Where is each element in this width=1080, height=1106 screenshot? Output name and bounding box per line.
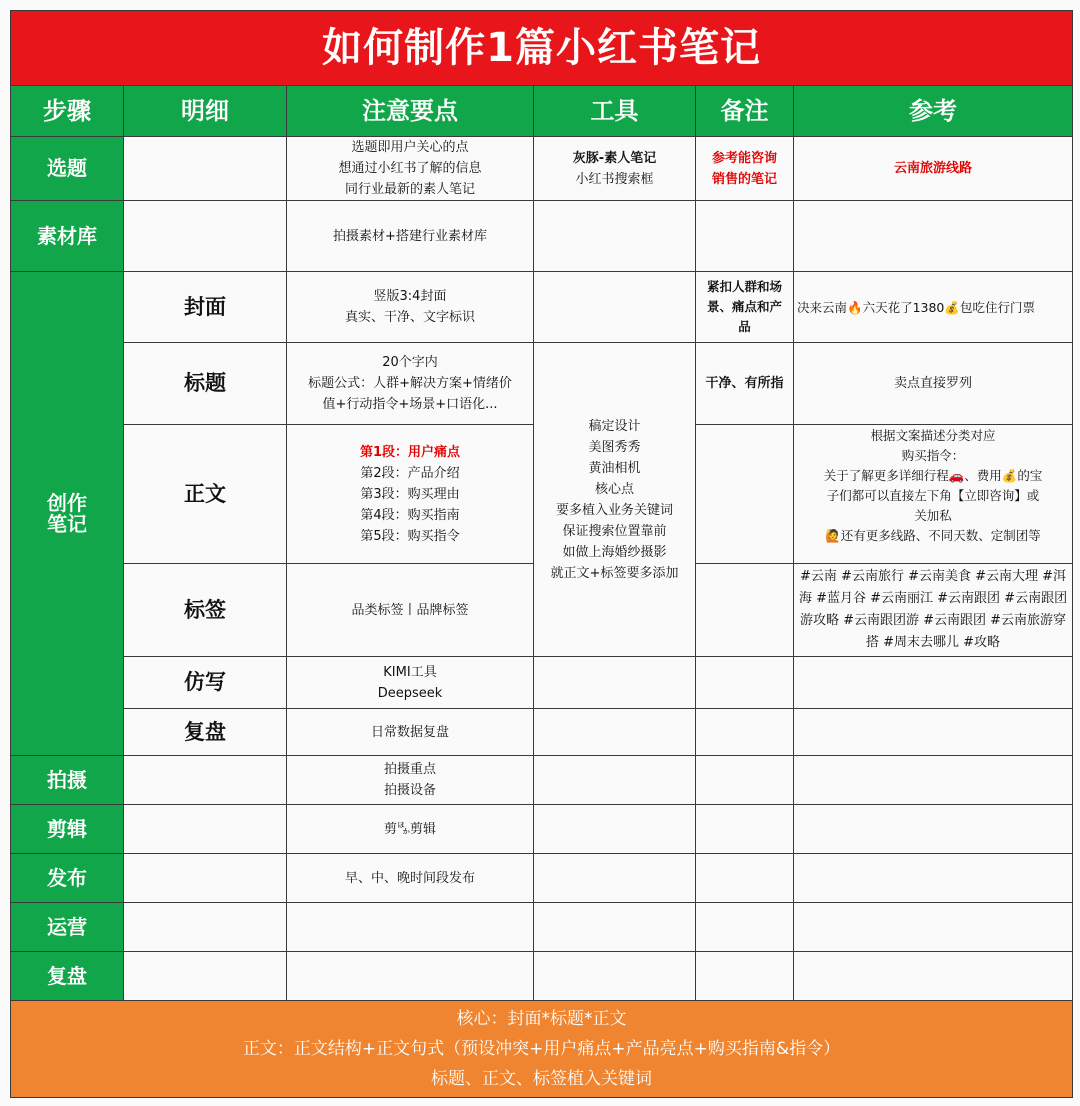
text-line: 美图秀秀 [588, 439, 641, 455]
footer-line: 核心：封面*标题*正文 [456, 1009, 627, 1029]
points-cell[interactable]: 早、中、晚时间段发布 [287, 854, 534, 903]
page-title: 如何制作1篇小红书笔记 [11, 11, 1073, 86]
points-cell[interactable] [287, 137, 534, 201]
points-cell[interactable] [287, 657, 534, 709]
table-row [11, 952, 1073, 1001]
ref-cell[interactable]: 云南旅游线路 [794, 137, 1073, 201]
empty-cell[interactable] [534, 657, 696, 709]
header-cell: 步骤 [11, 86, 124, 137]
footer-row [11, 1001, 1073, 1098]
table-row [11, 343, 1073, 425]
text-line: 值+行动指令+场景+口语化... [322, 397, 498, 412]
empty-cell[interactable] [696, 709, 794, 756]
empty-cell[interactable] [124, 952, 287, 1001]
detail-cell[interactable]: 标签 [124, 564, 287, 657]
empty-cell[interactable] [696, 756, 794, 805]
text-line: 拍摄设备 [383, 783, 436, 798]
text-line: 小红书搜索框 [575, 171, 654, 187]
table-row [11, 756, 1073, 805]
empty-cell[interactable] [287, 903, 534, 952]
text-line: 选题即用户关心的点 [351, 140, 469, 155]
notes-cell[interactable]: 干净、有所指 [696, 343, 794, 425]
empty-cell[interactable] [794, 952, 1073, 1001]
text-line: 黄油相机 [588, 460, 641, 476]
header-cell: 注意要点 [287, 86, 534, 137]
empty-cell[interactable] [794, 709, 1073, 756]
header-cell: 参考 [794, 86, 1073, 137]
tools-cell[interactable] [534, 343, 696, 657]
empty-cell[interactable] [794, 756, 1073, 805]
text-line: 创作 [47, 490, 87, 515]
notes-cell[interactable] [696, 272, 794, 343]
header-cell: 明细 [124, 86, 287, 137]
empty-cell[interactable] [794, 903, 1073, 952]
step-cell[interactable]: 素材库 [11, 201, 124, 272]
text-line: 销售的笔记 [711, 171, 777, 187]
text-line: 参考能咨询 [711, 150, 777, 166]
text-line: 保证搜索位置靠前 [562, 523, 667, 539]
empty-cell[interactable] [124, 805, 287, 854]
text-line: KIMI工具 [383, 664, 437, 680]
points-cell[interactable]: 日常数据复盘 [287, 709, 534, 756]
text-line: 🙋还有更多线路、不同天数、定制团等 [825, 528, 1041, 543]
table-row [11, 709, 1073, 756]
points-cell[interactable] [287, 272, 534, 343]
empty-cell[interactable] [696, 805, 794, 854]
footer-line: 标题、正文、标签植入关键词 [431, 1069, 653, 1089]
table-row [11, 272, 1073, 343]
table-row [11, 903, 1073, 952]
ref-cell[interactable]: #云南 #云南旅行 #云南美食 #云南大理 #洱海 #蓝月谷 #云南丽江 #云南跟团 #云南跟团游攻略 #云南跟团游 #云南跟团 #云南旅游穿搭 #周末去哪儿 #攻略 [794, 564, 1073, 657]
step-cell[interactable]: 剪辑 [11, 805, 124, 854]
empty-cell[interactable] [534, 201, 696, 272]
text-line: 关于了解更多详细行程🚗、费用💰的宝 [823, 468, 1043, 483]
empty-cell[interactable] [124, 137, 287, 201]
empty-cell[interactable] [534, 272, 696, 343]
text-line: 就正文+标签要多添加 [550, 565, 679, 581]
text-line: 笔记 [47, 511, 87, 536]
detail-cell[interactable]: 封面 [124, 272, 287, 343]
text-line: 如做上海婚纱摄影 [562, 544, 667, 560]
empty-cell[interactable] [794, 805, 1073, 854]
empty-cell[interactable] [794, 854, 1073, 903]
detail-cell[interactable]: 正文 [124, 425, 287, 564]
empty-cell[interactable] [534, 952, 696, 1001]
text-line: 真实、干净、文字标识 [344, 310, 475, 325]
text-line: 第1段：用户痛点 [359, 444, 461, 460]
points-cell[interactable]: 剪🈀剪辑 [287, 805, 534, 854]
text-line: 紧扣人群和场 [706, 279, 782, 294]
table-row [11, 657, 1073, 709]
empty-cell[interactable] [696, 201, 794, 272]
points-cell[interactable]: 拍摄素材+搭建行业素材库 [287, 201, 534, 272]
points-cell[interactable]: 品类标签丨品牌标签 [287, 564, 534, 657]
header-row [11, 86, 1073, 137]
empty-cell[interactable] [534, 805, 696, 854]
text-line: 标题公式：人群+解决方案+情绪价 [308, 376, 512, 391]
text-line: 品 [738, 319, 751, 334]
empty-cell[interactable] [696, 564, 794, 657]
empty-cell[interactable] [534, 709, 696, 756]
step-cell[interactable]: 复盘 [11, 952, 124, 1001]
table-row [11, 805, 1073, 854]
text-line: 核心点 [594, 481, 634, 497]
detail-cell[interactable]: 标题 [124, 343, 287, 425]
text-line: 同行业最新的素人笔记 [344, 182, 475, 197]
points-cell[interactable] [287, 756, 534, 805]
empty-cell[interactable] [124, 903, 287, 952]
text-line: 景、痛点和产 [706, 299, 782, 314]
table-row [11, 201, 1073, 272]
text-line: 购买指令： [901, 448, 965, 463]
empty-cell[interactable] [794, 201, 1073, 272]
header-cell: 工具 [534, 86, 696, 137]
empty-cell[interactable] [534, 756, 696, 805]
empty-cell[interactable] [794, 657, 1073, 709]
footer-line: 正文：正文结构+正文句式（预设冲突+用户痛点+产品亮点+购买指南&指令） [242, 1039, 841, 1059]
empty-cell[interactable] [124, 201, 287, 272]
empty-cell[interactable] [287, 952, 534, 1001]
text-line: 根据文案描述分类对应 [870, 428, 996, 443]
text-line: Deepseek [377, 685, 443, 701]
empty-cell[interactable] [696, 903, 794, 952]
ref-cell[interactable] [794, 425, 1073, 564]
tools-cell[interactable] [534, 137, 696, 201]
text-line: 灰豚-素人笔记 [572, 150, 657, 166]
step-cell[interactable]: 运营 [11, 903, 124, 952]
text-line: 第4段：购买指南 [360, 507, 460, 523]
empty-cell[interactable] [124, 756, 287, 805]
header-cell: 备注 [696, 86, 794, 137]
text-line: 拍摄重点 [383, 762, 436, 777]
step-cell[interactable] [11, 272, 124, 756]
step-cell[interactable]: 拍摄 [11, 756, 124, 805]
notes-cell[interactable] [696, 137, 794, 201]
table-row [11, 137, 1073, 201]
empty-cell[interactable] [696, 952, 794, 1001]
points-cell[interactable] [287, 343, 534, 425]
text-line: 第5段：购买指令 [360, 528, 460, 544]
empty-cell[interactable] [534, 903, 696, 952]
text-line: 稿定设计 [588, 418, 641, 434]
empty-cell[interactable] [534, 854, 696, 903]
text-line: 第3段：购买理由 [360, 486, 460, 502]
empty-cell[interactable] [696, 425, 794, 564]
text-line: 子们都可以直接左下角【立即咨询】或 [826, 488, 1040, 503]
table-row [11, 854, 1073, 903]
empty-cell[interactable] [696, 854, 794, 903]
text-line: 要多植入业务关键词 [555, 502, 673, 518]
text-line: 20个字内 [382, 355, 438, 370]
step-cell[interactable]: 选题 [11, 137, 124, 201]
detail-cell[interactable]: 仿写 [124, 657, 287, 709]
ref-cell[interactable]: 决来云南🔥六天花了1380💰包吃住行门票 [794, 272, 1073, 343]
text-line: 想通过小红书了解的信息 [338, 161, 482, 176]
text-line: 竖版3:4封面 [373, 289, 447, 304]
text-line: 第2段：产品介绍 [360, 465, 460, 481]
empty-cell[interactable] [696, 657, 794, 709]
ref-cell[interactable]: 卖点直接罗列 [794, 343, 1073, 425]
step-cell[interactable]: 发布 [11, 854, 124, 903]
empty-cell[interactable] [124, 854, 287, 903]
points-cell[interactable] [287, 425, 534, 564]
xhs-note-table [10, 10, 1073, 1098]
footer-summary [11, 1001, 1073, 1098]
text-line: 关加私 [914, 508, 952, 523]
detail-cell[interactable]: 复盘 [124, 709, 287, 756]
